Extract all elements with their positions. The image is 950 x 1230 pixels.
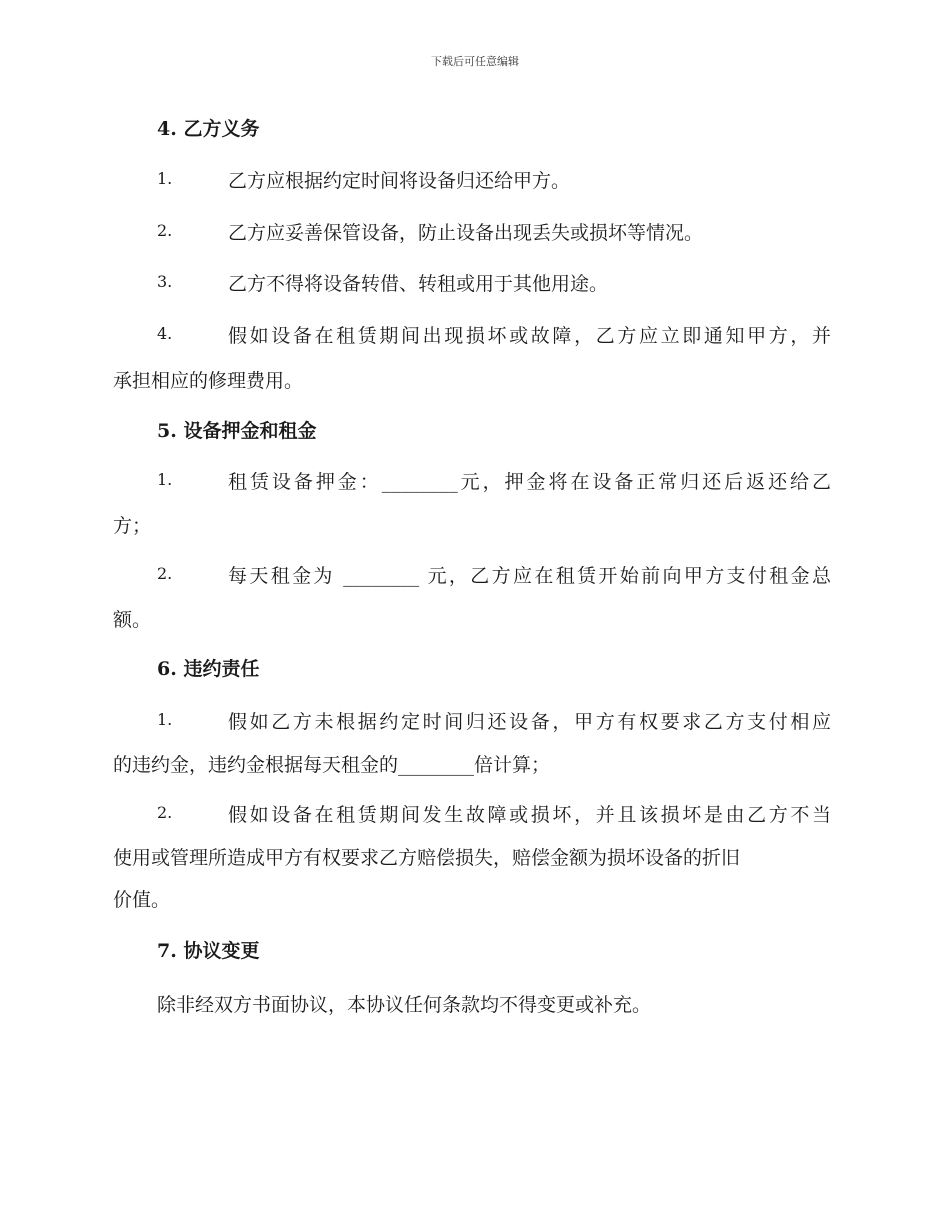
item-text-continued: 价值。 [113,889,171,911]
page-header: 下载后可任意编辑 [431,55,519,68]
item-number: 2. [157,803,173,822]
item-number: 1. [157,169,173,188]
item-number: 2. [157,564,173,583]
section-heading: 5. 设备押金和租金 [157,420,317,442]
paragraph: 除非经双方书面协议，本协议任何条款均不得变更或补充。 [157,994,652,1016]
item-number: 3. [157,272,173,291]
item-text: 乙方应妥善保管设备，防止设备出现丢失或损坏等情况。 [228,222,704,244]
item-text-continued: 的违约金，违约金根据每天租金的________倍计算； [113,754,551,776]
section-heading: 7. 协议变更 [157,940,260,962]
item-text: 乙方应根据约定时间将设备归还给甲方。 [228,170,571,192]
item-text: 每天租金为 ________ 元，乙方应在租赁开始前向甲方支付租金总 [228,565,831,587]
item-text: 乙方不得将设备转借、转租或用于其他用途。 [228,273,609,295]
item-text-continued: 使用或管理所造成甲方有权要求乙方赔偿损失，赔偿金额为损坏设备的折旧 [113,847,741,869]
item-number: 2. [157,221,173,240]
item-text-continued: 额。 [113,609,152,631]
item-number: 1. [157,710,173,729]
item-text-continued: 承担相应的修理费用。 [113,370,304,392]
item-text: 假如设备在租赁期间发生故障或损坏，并且该损坏是由乙方不当 [228,804,831,826]
item-number: 1. [157,470,173,489]
section-heading: 6. 违约责任 [157,658,260,680]
item-number: 4. [157,324,173,343]
section-heading: 4. 乙方义务 [157,118,260,140]
item-text: 假如乙方未根据约定时间归还设备，甲方有权要求乙方支付相应 [228,711,831,733]
item-text: 假如设备在租赁期间出现损坏或故障，乙方应立即通知甲方，并 [228,325,831,347]
item-text: 租赁设备押金：________元，押金将在设备正常归还后返还给乙 [228,471,831,493]
item-text-continued: 方； [113,515,152,537]
